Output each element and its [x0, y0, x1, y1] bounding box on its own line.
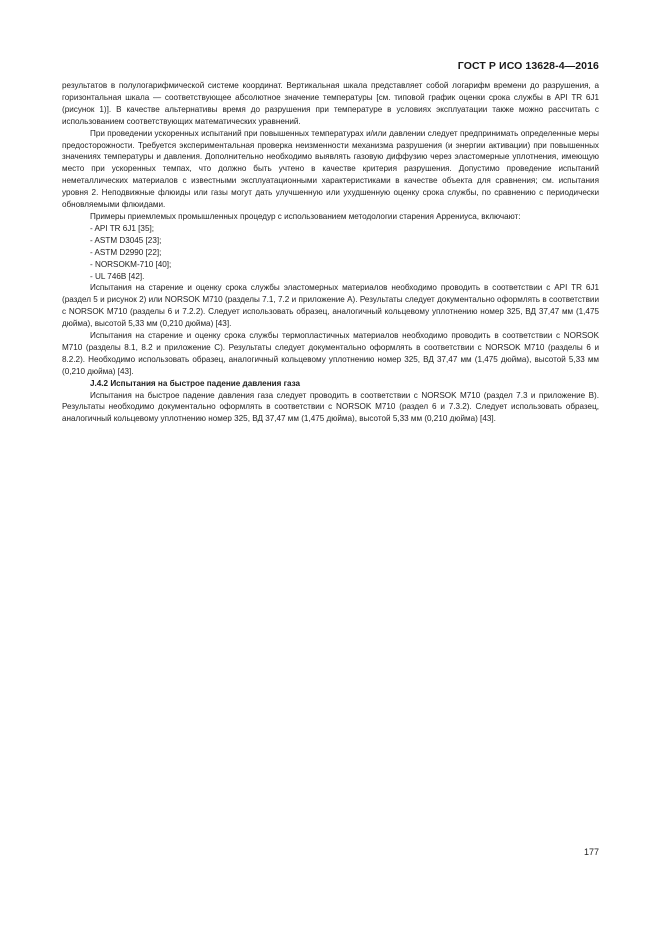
- paragraph-6: Испытания на быстрое падение давления газа следует проводить в соответствии с NORSOK M710 (раздел 7.3 и приложение В). Результаты необходимо документально оформлять в соответствии с NORSOK M710 (раздел 6 и 7.3.2). Следует использовать образец, аналогичный кольцевому уплотнению номер 325, ВД 37,47 мм (1,475 дюйма), высотой 5,33 мм (0,210 дюйма) [43].: [62, 390, 599, 424]
- list-item: - ASTM D3045 [23];: [90, 235, 162, 245]
- standard-header: ГОСТ Р ИСО 13628-4—2016: [457, 60, 599, 72]
- paragraph-5: Испытания на старение и оценку срока службы термопластичных материалов необходимо проводить в соответствии с NORSOK M710 (разделы 8.1, 8.2 и приложение С). Результаты следует документально оформлять в соответствии с NORSOK M710 (разделы 6 и 8.2.2). Необходимо использовать образец, аналогичный кольцевому уплотнению номер 325, ВД 37,47 мм (1,475 дюйма), высотой 5,33 мм (0,210 дюйма) [43].: [62, 331, 599, 376]
- document-body: [62, 80, 599, 425]
- procedures-list: [62, 223, 599, 283]
- paragraph-1: результатов в полулогарифмической системе координат. Вертикальная шкала представляет собой логарифм времени до разрушения, а горизонтальная шкала — соответствующее абсолютное значение температуры [см. типовой график оценки срока службы в API TR 6J1 (рисунок 1)]. В качестве альтернативы время до разрушения при температуре в условиях эксплуатации также можно рассчитать с использованием соответствующих математических уравнений.: [62, 81, 599, 126]
- list-item: - UL 746B [42].: [90, 271, 145, 281]
- paragraph-3: Примеры приемлемых промышленных процедур с использованием методологии старения Аррениуса, включают:: [90, 211, 521, 221]
- list-item: - NORSOKM-710 [40];: [90, 259, 172, 269]
- paragraph-2: При проведении ускоренных испытаний при повышенных температурах и/или давлении следует предпринимать определенные меры предосторожности. Требуется экспериментальная проверка неизменности механизма разрушения (и энергии активации) при повышенных значениях температуры и давления. Дополнительно необходимо выявлять газовую диффузию через эластомерные уплотнения, имеющую место при ускоренных темпах, что должно быть учтено в качестве критерия разрушения. Допустимо проведение испытаний неметаллических материалов с известными эксплуатационными характеристиками в качестве объекта для сравнения; см. испытания уровня 2. Неподвижные флюиды или газы могут дать улучшенную или ухудшенную оценку срока службы, по сравнению с периодически обновляемыми флюидами.: [62, 128, 599, 210]
- section-heading: J.4.2 Испытания на быстрое падение давления газа: [90, 378, 301, 388]
- paragraph-4: Испытания на старение и оценку срока службы эластомерных материалов необходимо проводить в соответствии с API TR 6J1 (раздел 5 и рисунок 2) или NORSOK M710 (разделы 7.1, 7.2 и приложение А). Результаты следует документально оформлять в соответствии с NORSOK M710 (разделы 6 и 7.2.2). Следует использовать образец, аналогичный кольцевому уплотнению номер 325, ВД 37,47 мм (1,475 дюйма), высотой 5,33 мм (0,210 дюйма) [43].: [62, 283, 599, 329]
- page-number: 177: [583, 847, 599, 857]
- list-item: - API TR 6J1 [35];: [90, 223, 154, 233]
- list-item: - ASTM D2990 [22];: [90, 247, 162, 257]
